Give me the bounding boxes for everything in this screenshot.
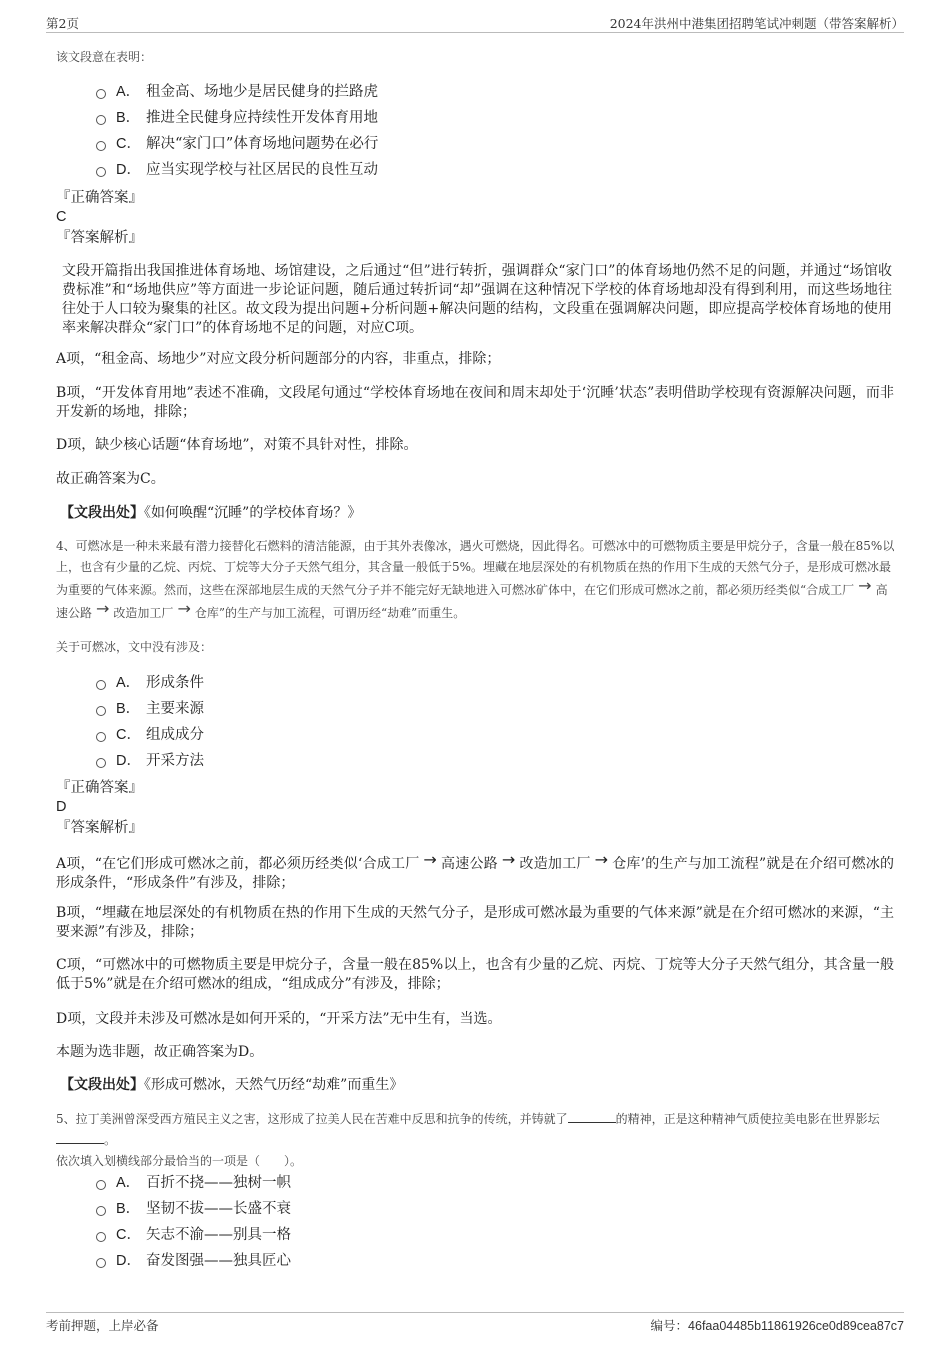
q3-option-d[interactable]: D． 应当实现学校与社区居民的良性互动 xyxy=(96,158,378,182)
q3-source: 【文段出处】《如何唤醒“沉睡”的学校体育场？》 xyxy=(60,505,362,521)
radio-icon[interactable] xyxy=(96,732,106,742)
radio-icon[interactable] xyxy=(96,1232,106,1242)
radio-icon[interactable] xyxy=(96,706,106,716)
radio-icon[interactable] xyxy=(96,141,106,151)
q3-analysis-d: D项，缺少核心话题“体育场地”，对策不具针对性，排除。 xyxy=(56,437,418,453)
q4-option-c[interactable]: C． 组成成分 xyxy=(96,723,204,747)
footer-slogan: 考前押题，上岸必备 xyxy=(46,1318,159,1333)
radio-icon[interactable] xyxy=(96,1258,106,1268)
arrow-icon: → xyxy=(96,599,110,618)
radio-icon[interactable] xyxy=(96,167,106,177)
q4-analysis-d: D项，文段并未涉及可燃冰是如何开采的，“开采方法”无中生有，当选。 xyxy=(56,1011,502,1027)
q4-option-d[interactable]: D． 开采方法 xyxy=(96,749,204,773)
q4-option-a[interactable]: A． 形成条件 xyxy=(96,671,204,695)
radio-icon[interactable] xyxy=(96,89,106,99)
arrow-icon: → xyxy=(177,599,191,618)
q4-stem: 4、可燃冰是一种未来最有潜力接替化石燃料的清洁能源，由于其外表像冰，遇火可燃烧，因此得名。可燃冰中的可燃物质主要是甲烷分子，含量一般在85%以上，也含有少量的乙烷、丙烷、丁烷等大分子天然气组分，其含量一般低于5%。埋藏在地层深处的有机物质在热的作用下生成的天然气分子，是形成可燃冰最为重要的气体来源。然而，这些在深部地层生成的天然气分子并不能完好无缺地进入可燃冰矿体中，在它们形成可燃冰之前，都必须历经类似“合成工厂 → 高速公路 → 改造加工厂 → 仓库”的生产与加工流程，可谓历经“劫难”而重生。 xyxy=(56,539,895,620)
q3-option-b[interactable]: B． 推进全民健身应持续性开发体育用地 xyxy=(96,106,378,130)
q3-analysis-a: A项，“租金高、场地少”对应文段分析问题部分的内容，非重点，排除； xyxy=(56,351,501,367)
q5-option-c[interactable]: C． 矢志不渝——别具一格 xyxy=(96,1223,291,1247)
q4-source: 【文段出处】《形成可燃冰，天然气历经“劫难”而重生》 xyxy=(60,1077,404,1093)
q4-answer-label: 『正确答案』 xyxy=(56,780,143,796)
arrow-icon: → xyxy=(423,850,437,869)
q4-answer: D xyxy=(56,799,67,815)
q5-option-b[interactable]: B． 坚韧不拔——长盛不衰 xyxy=(96,1197,291,1221)
q5-question: 依次填入划横线部分最恰当的一项是（ ）。 xyxy=(56,1154,303,1168)
q3-option-a[interactable]: A． 租金高、场地少是居民健身的拦路虎 xyxy=(96,80,378,104)
page-footer xyxy=(46,1312,904,1335)
blank-line xyxy=(568,1110,616,1123)
q3-option-c[interactable]: C． 解决“家门口”体育场地问题势在必行 xyxy=(96,132,378,156)
q4-option-b[interactable]: B． 主要来源 xyxy=(96,697,204,721)
q4-question: 关于可燃冰，文中没有涉及： xyxy=(56,640,213,654)
blank-line xyxy=(56,1131,104,1144)
q5-option-d[interactable]: D． 奋发图强——独具匠心 xyxy=(96,1249,291,1273)
document-title: 2024年洪州中港集团招聘笔试冲刺题（带答案解析） xyxy=(609,16,904,31)
q5-stem: 5、拉丁美洲曾深受西方殖民主义之害，这形成了拉美人民在苦难中反思和抗争的传统，并铸就了 的精神，正是这种精神气质使拉美电影在世界影坛。 xyxy=(56,1112,880,1147)
q3-analysis-label: 『答案解析』 xyxy=(56,230,143,246)
q4-analysis-label: 『答案解析』 xyxy=(56,820,143,836)
document-code: 编号：46faa04485b11861926ce0d89cea87c7 xyxy=(650,1319,904,1333)
arrow-icon: → xyxy=(501,850,516,869)
radio-icon[interactable] xyxy=(96,1206,106,1216)
page-header xyxy=(46,12,904,33)
q3-stem: 该文段意在表明： xyxy=(56,50,153,64)
q5-option-a[interactable]: A． 百折不挠——独树一帜 xyxy=(96,1171,291,1195)
q4-conclusion: 本题为选非题，故正确答案为D。 xyxy=(56,1044,264,1060)
radio-icon[interactable] xyxy=(96,680,106,690)
q3-conclusion: 故正确答案为C。 xyxy=(56,471,165,487)
q3-analysis-main: 文段开篇指出我国推进体育场地、场馆建设，之后通过“但”进行转折，强调群众“家门口”的体育场地仍然不足的问题，并通过“场馆收费标准”和“场地供应”等方面进一步论证问题，随后通过转折词“却”强调在这种情况下学校的体育场地却没有得到利用，而这些场地往往处于人口较为聚集的社区。故文段为提出问题+分析问题+解决问题的结构，文段重在强调解决问题，即应提高学校体育场地的使用率来解决群众“家门口”的体育场地不足的问题，对应C项。 xyxy=(62,263,892,336)
q4-analysis-b: B项，“埋藏在地层深处的有机物质在热的作用下生成的天然气分子，是形成可燃冰最为重要的气体来源”就是在介绍可燃冰的来源，“主要来源”有涉及，排除； xyxy=(56,905,894,940)
q4-analysis-c: C项，“可燃冰中的可燃物质主要是甲烷分子，含量一般在85%以上，也含有少量的乙烷、丙烷、丁烷等大分子天然气组分，其含量一般低于5%”就是在介绍可燃冰的组成，“组成成分”有涉及，排除； xyxy=(56,957,894,992)
q3-analysis-b: B项，“开发体育用地”表述不准确，文段尾句通过“学校体育场地在夜间和周末却处于‘沉睡’状态”表明借助学校现有资源解决问题，而非开发新的场地，排除； xyxy=(56,385,894,420)
q3-answer: C xyxy=(56,209,67,225)
radio-icon[interactable] xyxy=(96,758,106,768)
arrow-icon: → xyxy=(594,850,608,869)
arrow-icon: → xyxy=(858,576,872,595)
radio-icon[interactable] xyxy=(96,115,106,125)
q4-analysis-a: A项，“在它们形成可燃冰之前，都必须历经类似‘合成工厂 → 高速公路 → 改造加工厂 → 仓库’的生产与加工流程”就是在介绍可燃冰的形成条件，“形成条件”有涉及，排除； xyxy=(56,850,895,891)
radio-icon[interactable] xyxy=(96,1180,106,1190)
page-number: 第2页 xyxy=(46,16,79,31)
q3-answer-label: 『正确答案』 xyxy=(56,190,143,206)
